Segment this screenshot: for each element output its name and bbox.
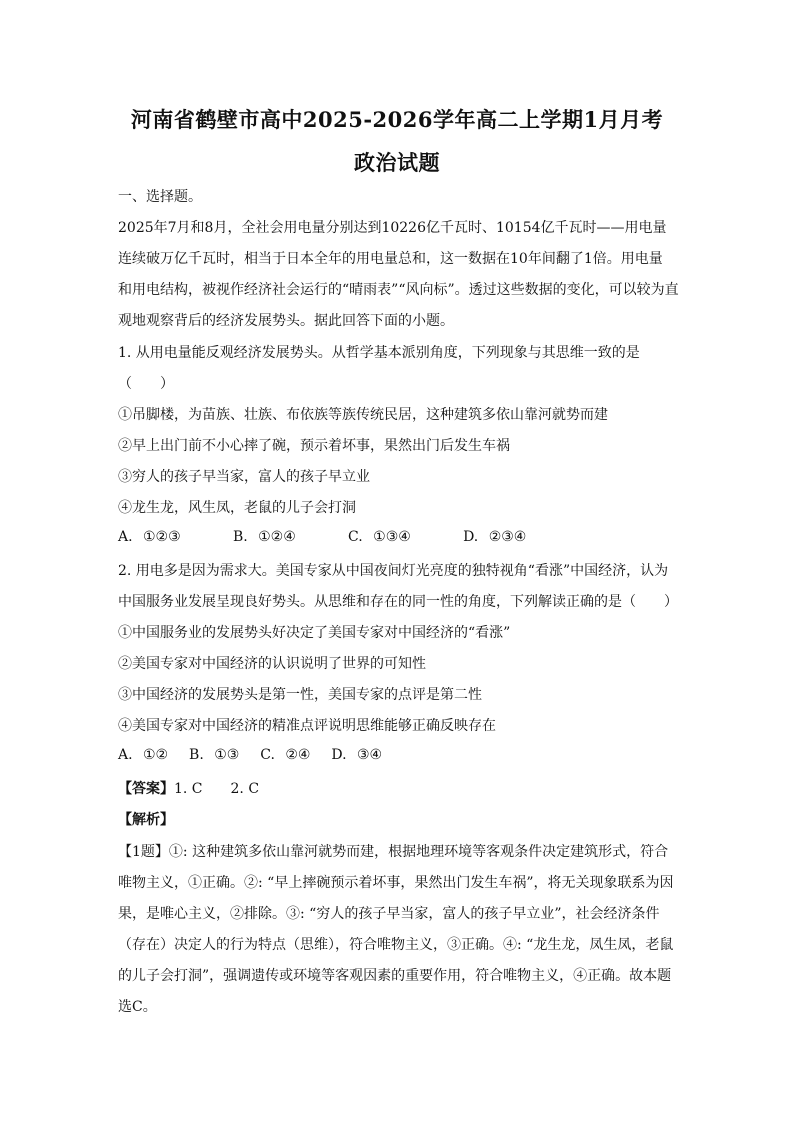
- question-1-item: ②早上出门前不小心摔了碗，预示着坏事，果然出门后发生车祸: [118, 438, 510, 454]
- option-d: D. ③④: [331, 747, 383, 763]
- option-a: A. ①②③: [118, 529, 181, 545]
- material-line: 连续破万亿千瓦时，相当于日本全年的用电量总和，这一数据在10年间翻了1倍。用电量: [118, 251, 663, 267]
- analysis-line: 选C。: [118, 999, 157, 1015]
- question-2-stem: 2. 用电多是因为需求大。美国专家从中国夜间灯光亮度的独特视角“看涨”中国经济，认为: [118, 563, 669, 579]
- analysis-line: 【1题】①: 这种建筑多依山靠河就势而建，根据地理环境等客观条件决定建筑形式，符合: [118, 844, 669, 860]
- question-2-item: ②美国专家对中国经济的认识说明了世界的可知性: [118, 656, 426, 672]
- analysis-label: 【解析】: [118, 812, 174, 828]
- question-2-options: [118, 747, 382, 763]
- analysis-line: 唯物主义，①正确。②: “早上摔碗预示着坏事，果然出门发生车祸”，将无关现象联系为因: [118, 875, 674, 891]
- material-line: 和用电结构，被视作经济社会运行的“晴雨表”“风向标”。透过这些数据的变化，可以较为直: [118, 282, 679, 298]
- option-b: B. ①③: [189, 747, 240, 763]
- question-2-stem: 中国服务业发展呈现良好势头。从思维和存在的同一性的角度，下列解读正确的是（ ）: [118, 594, 678, 610]
- analysis-line: （存在）决定人的行为特点（思维），符合唯物主义，③正确。④: “龙生龙，凤生凤，老鼠: [118, 937, 674, 953]
- option-c: C. ②④: [260, 747, 311, 763]
- answer-line: [118, 778, 259, 798]
- question-2-item: ①中国服务业的发展势头好决定了美国专家对中国经济的“看涨”: [118, 625, 511, 641]
- question-1-item: ③穷人的孩子早当家，富人的孩子早立业: [118, 469, 370, 485]
- question-1-item: ④龙生龙，风生凤，老鼠的儿子会打洞: [118, 500, 356, 516]
- answer-value: 1. C 2. C: [174, 781, 260, 797]
- question-1-item: ①吊脚楼，为苗族、壮族、布依族等族传统民居，这种建筑多依山靠河就势而建: [118, 407, 608, 423]
- question-1-blank: （ ）: [118, 376, 174, 392]
- exam-subject-title: 政治试题: [354, 150, 440, 175]
- option-d: D. ②③④: [463, 529, 527, 545]
- option-a: A. ①②: [118, 747, 169, 763]
- analysis-line: 的儿子会打洞”，强调遗传或环境等客观因素的重要作用，符合唯物主义，④正确。故本题: [118, 968, 672, 984]
- analysis-line: 果，是唯心主义，②排除。③: “穷人的孩子早当家，富人的孩子早立业”，社会经济条件: [118, 906, 660, 922]
- section-heading: 一、选择题。: [118, 189, 202, 205]
- question-1-options: [118, 529, 526, 545]
- question-2-item: ③中国经济的发展势头是第一性，美国专家的点评是第二性: [118, 687, 482, 703]
- material-line: 观地观察背后的经济发展势头。据此回答下面的小题。: [118, 313, 454, 329]
- question-1-stem: 1. 从用电量能反观经济发展势头。从哲学基本派别角度，下列现象与其思维一致的是: [118, 345, 640, 361]
- question-2-item: ④美国专家对中国经济的精准点评说明思维能够正确反映存在: [118, 718, 496, 734]
- option-b: B. ①②④: [232, 529, 296, 545]
- exam-title: 河南省鹤壁市高中2025-2026学年高二上学期1月月考: [130, 107, 664, 132]
- answer-label: 【答案】: [118, 781, 174, 797]
- material-line: 2025年7月和8月，全社会用电量分别达到10226亿千瓦时、10154亿千瓦时——用电量: [118, 220, 667, 236]
- option-c: C. ①③④: [348, 529, 411, 545]
